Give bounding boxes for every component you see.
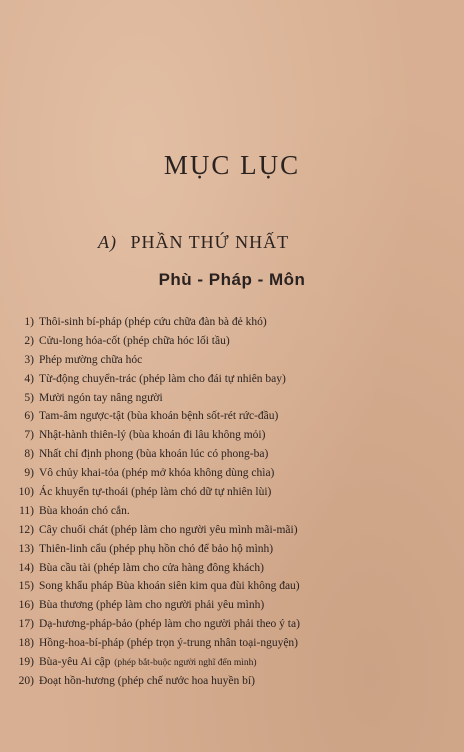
toc-entry-title: Từ-động chuyển-trác (phép làm cho đái tự nhiên bay) xyxy=(39,372,286,385)
toc-entry xyxy=(8,444,448,463)
toc-entry-number: 10) xyxy=(18,486,34,499)
part-heading xyxy=(98,232,289,253)
toc-entry-title: Mười ngón tay nâng người xyxy=(39,391,163,404)
toc-entry-number: 16) xyxy=(18,599,34,612)
toc-entry-number: 4) xyxy=(24,372,34,385)
toc-entry-title: Thôi-sinh bí-pháp (phép cứu chữa đàn bà đẻ khó) xyxy=(39,316,267,328)
toc-entry-title: Song khẩu pháp Bùa khoán siên kim qua đùi không đau) xyxy=(39,580,300,593)
toc-entry-title: Thiên-linh cẩu (phép phụ hồn chó để bảo hộ mình) xyxy=(39,542,274,555)
toc-entry-title: Bùa khoán chó cắn. xyxy=(39,504,130,517)
toc-entry-title: Cửu-long hóa-cốt (phép chữa hóc lối tầu) xyxy=(39,334,230,347)
toc-entry xyxy=(8,388,448,407)
toc-entry xyxy=(8,350,448,369)
toc-entry xyxy=(8,539,448,558)
toc-entry-title: Hồng-hoa-bí-pháp (phép trọn ý-trung nhân toại-nguyện) xyxy=(39,637,298,650)
toc-entry-title: Phép mường chữa hóc xyxy=(39,353,143,366)
toc-entry xyxy=(8,614,448,633)
toc-entry xyxy=(8,520,448,539)
toc-entry-title: Bùa-yêu Ai cập xyxy=(39,656,111,669)
toc-entry xyxy=(8,369,448,388)
toc-entry xyxy=(8,482,448,501)
toc-entry-number: 1) xyxy=(24,316,34,328)
toc-entry-number: 14) xyxy=(18,561,34,574)
toc-entry xyxy=(8,576,448,595)
toc-entry-title: Bùa thương (phép làm cho người phải yêu mình) xyxy=(39,599,265,612)
part-letter: A) xyxy=(98,232,117,252)
toc-entry xyxy=(8,652,448,671)
toc-entry-number: 13) xyxy=(18,542,34,555)
toc-entry-number: 20) xyxy=(18,674,34,687)
toc-entry-number: 19) xyxy=(18,656,34,669)
part-heading-text: PHẦN THỨ NHẤT xyxy=(130,232,290,252)
toc-entry-title: Nhật-hành thiên-lý (bùa khoán đi lâu không mỏi) xyxy=(39,429,266,442)
toc-entry-number: 8) xyxy=(24,448,34,461)
toc-entry-number: 12) xyxy=(18,523,34,536)
toc-entry-number: 2) xyxy=(24,334,34,347)
toc-entry-title: Dạ-hương-pháp-bảo (phép làm cho người phải theo ý ta) xyxy=(39,618,300,631)
toc-entry-number: 17) xyxy=(18,618,34,631)
toc-entry-note: (phép bắt-buộc người nghĩ đến mình) xyxy=(114,658,257,669)
table-of-contents xyxy=(8,312,448,690)
toc-entry-number: 11) xyxy=(19,504,34,517)
toc-entry-title: Tam-âm ngược-tật (bùa khoán bệnh sốt-rét rức-đầu) xyxy=(39,410,279,423)
toc-entry-title: Đoạt hồn-hương (phép chế nước hoa huyền bí) xyxy=(39,674,255,687)
toc-entry-title: Nhất chỉ định phong (bùa khoán lúc có phong-ba) xyxy=(39,448,269,461)
toc-entry-title: Vô chủy khai-tỏa (phép mở khóa không dùng chìa) xyxy=(39,467,275,480)
page-title: MỤC LỤC xyxy=(163,150,301,180)
part-subtitle: Phù - Pháp - Môn xyxy=(158,270,306,289)
toc-entry xyxy=(8,595,448,614)
toc-entry xyxy=(8,501,448,520)
toc-entry-number: 6) xyxy=(24,410,34,423)
toc-entry xyxy=(8,331,448,350)
toc-entry-number: 15) xyxy=(18,580,34,593)
toc-entry-number: 18) xyxy=(18,637,34,650)
toc-entry xyxy=(8,671,448,690)
toc-entry-number: 3) xyxy=(24,353,34,366)
toc-entry xyxy=(8,425,448,444)
toc-entry xyxy=(8,463,448,482)
toc-entry-number: 7) xyxy=(24,429,34,442)
toc-entry-number: 5) xyxy=(24,391,34,404)
toc-entry-number: 9) xyxy=(24,467,34,480)
toc-entry xyxy=(8,312,448,331)
toc-entry-title: Cây chuối chát (phép làm cho người yêu mình mãi-mãi) xyxy=(39,523,298,536)
toc-entry xyxy=(8,558,448,577)
toc-entry xyxy=(8,633,448,652)
toc-entry-title: Bùa cầu tài (phép làm cho cửa hàng đông khách) xyxy=(39,561,264,574)
toc-entry-title: Ác khuyển tự-thoái (phép làm chó dữ tự nhiên lùi) xyxy=(39,486,272,499)
toc-entry xyxy=(8,406,448,425)
